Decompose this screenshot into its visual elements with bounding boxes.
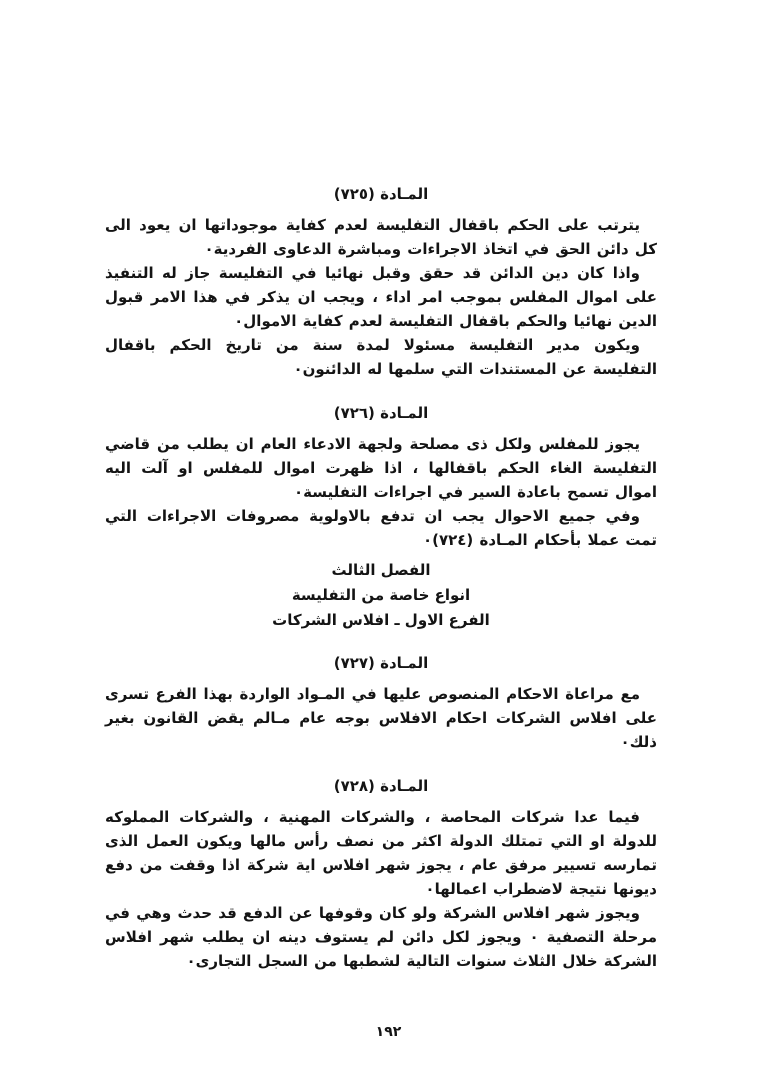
article-727-heading: المـادة (٧٢٧) (333, 654, 429, 672)
article-725-heading: المـادة (٧٢٥) (333, 185, 429, 203)
article-728-paragraph-1: فيما عدا شركات المحاصة ، والشركات المهنية ، والشركات المملوكه للدولة او التي تمتلك الدولة اكثر من نصف رأس مالها ويكون العمل الذى تمارسه تسيير مرفق عام ، يجوز شهر افلاس اية شركة اذا وقفت من دفع ديونها نتيجة لاضطراب اعمالها٠ (105, 808, 657, 898)
article-728-heading: المـادة (٧٢٨) (333, 777, 429, 795)
article-725-paragraph-1: يترتب على الحكم باقفال التفليسة لعدم كفاية موجوداتها ان يعود الى كل دائن الحق في اتخاذ الاجراءات ومباشرة الدعاوى الفردية٠ (105, 216, 657, 258)
branch-title: الفرع الاول ـ افلاس الشركات (272, 611, 490, 629)
article-726-paragraph-1: يجوز للمفلس ولكل ذى مصلحة ولجهة الادعاء العام ان يطلب من قاضي التفليسة الغاء الحكم باقفالها ، اذا ظهرت اموال للمفلس او آلت اليه اموال تسمح باعادة السير في اجراءات التفليسة٠ (105, 435, 657, 501)
article-726-heading: المـادة (٧٢٦) (333, 404, 429, 422)
article-728 (105, 774, 657, 973)
chapter-heading-block (105, 558, 657, 633)
article-725 (105, 182, 657, 381)
page-number: ١٩٢ (375, 1024, 402, 1040)
article-725-paragraph-2: واذا كان دين الدائن قد حقق وقبل نهائيا في التفليسة جاز له التنفيذ على اموال المفلس بموجب امر اداء ، ويجب ان يذكر في هذا الامر قبول الدين نهائيا والحكم باقفال التفليسة لعدم كفاية الاموال٠ (105, 264, 657, 330)
article-726 (105, 401, 657, 552)
chapter-title: الفصل الثالث (331, 561, 431, 579)
text-block (105, 182, 657, 973)
article-726-paragraph-2: وفي جميع الاحوال يجب ان تدفع بالاولوية مصروفات الاجراءات التي تمت عملا بأحكام المـادة (٧٢٤)٠ (105, 507, 657, 549)
chapter-subtitle: انواع خاصة من التفليسة (291, 586, 471, 604)
article-728-paragraph-2: ويجوز شهر افلاس الشركة ولو كان وقوفها عن الدفع قد حدث وهي في مرحلة التصفية ٠ ويجوز لكل دائن لم يستوف دينه ان يطلب شهر افلاس الشركة خلال الثلاث سنوات التالية لشطبها من السجل التجارى٠ (105, 904, 657, 970)
article-727 (105, 651, 657, 754)
article-727-paragraph-1: مع مراعاة الاحكام المنصوص عليها في المـواد الواردة بهذا الفرع تسرى على افلاس الشركات احكام الافلاس بوجه عام مـالم يقض القانون بغير ذلك٠ (105, 685, 657, 751)
article-725-paragraph-3: ويكون مدير التفليسة مسئولا لمدة سنة من تاريخ الحكم باقفال التفليسة عن المستندات التي سلمها له الدائنون٠ (105, 336, 657, 378)
